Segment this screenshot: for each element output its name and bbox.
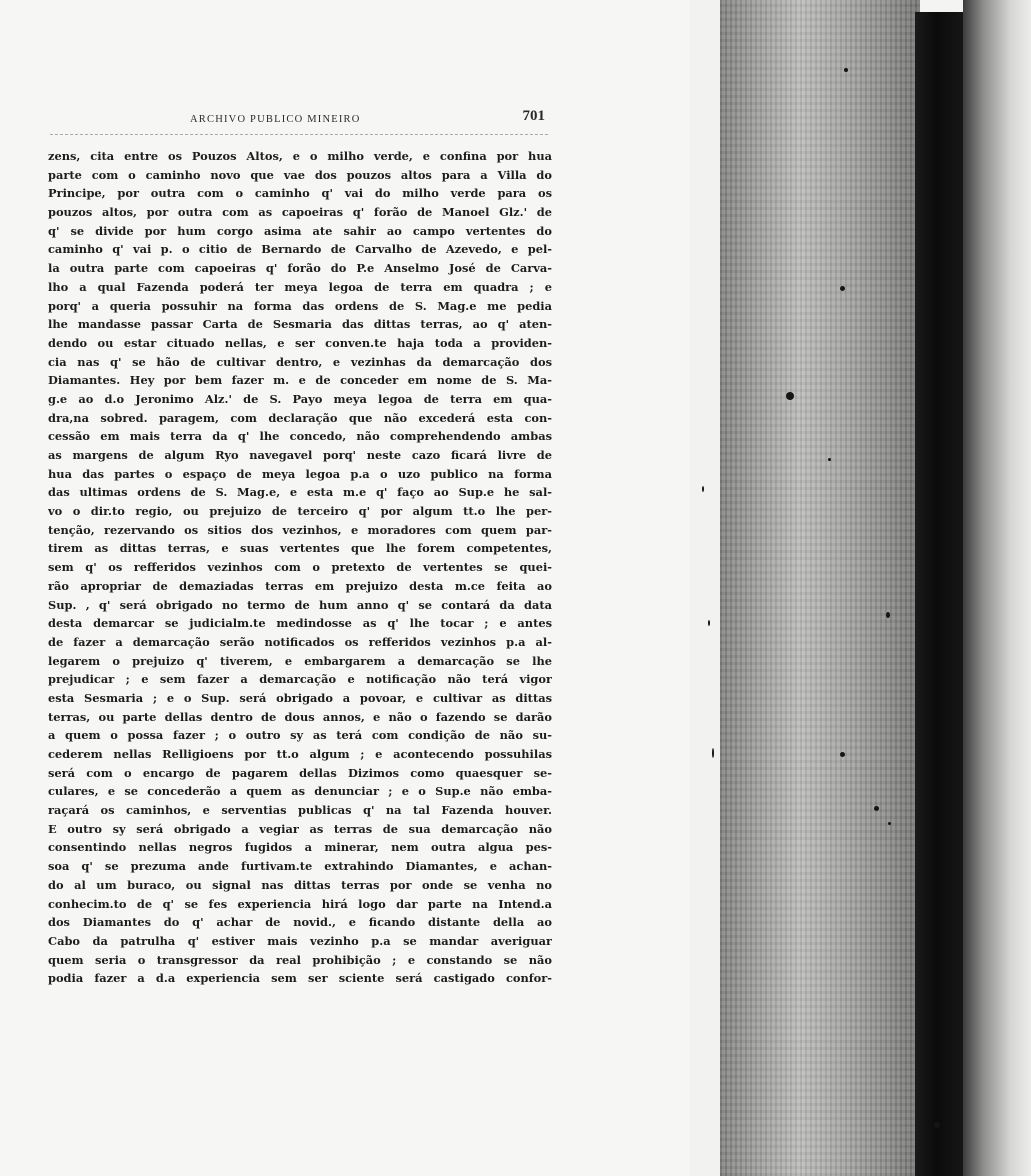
text-line: sem q' os refferidos vezinhos com o pretexto de vertentes se quei- — [48, 560, 552, 575]
scan-speck — [840, 286, 845, 291]
outer-edge — [963, 0, 1031, 1176]
text-line: q' se divide por hum corgo asima ate sahir ao campo vertentes do — [48, 223, 552, 238]
text-line: quem seria o transgressor da real prohibição ; e constando se não — [48, 952, 552, 967]
page-header — [190, 108, 545, 130]
text-line: de fazer a demarcação serão notificados os refferidos vezinhos p.a al- — [48, 634, 552, 649]
scan-speck — [786, 392, 794, 400]
scan-speck — [886, 612, 890, 618]
edge-margin — [690, 0, 720, 1176]
book-edge — [690, 0, 1031, 1176]
text-line: cederem nellas Relligioens por tt.o algum ; e acontecendo possuhilas — [48, 747, 552, 761]
text-line: pouzos altos, por outra com as capoeiras q' forão de Manoel Glz.' de — [48, 205, 552, 220]
body-text — [48, 147, 552, 988]
text-line: zens, cita entre os Pouzos Altos, e o milho verde, e confina por hua — [48, 149, 552, 163]
scan-speck — [844, 68, 848, 72]
scan-speck — [708, 620, 710, 626]
text-line: culares, e se concederão a quem as denunciar ; e o Sup.e não emba- — [48, 784, 552, 799]
scan-speck — [874, 806, 879, 811]
text-line: terras, ou parte dellas dentro de dous annos, e não o fazendo se darão — [48, 709, 552, 724]
text-line: dos Diamantes do q' achar de novid., e ficando distante della ao — [48, 915, 552, 930]
text-line: esta Sesmaria ; e o Sup. será obrigado a povoar, e cultivar as dittas — [48, 690, 552, 705]
text-line: hua das partes o espaço de meya legoa p.a o uzo publico na forma — [48, 466, 552, 481]
text-line: desta demarcar se judicialm.te medindosse as q' lhe tocar ; e antes — [48, 616, 552, 631]
text-line: legarem o prejuizo q' tiverem, e embargarem a demarcação se lhe — [48, 653, 552, 668]
text-line: vo o dir.to regio, ou prejuizo de terceiro q' por algum tt.o lhe per- — [48, 504, 552, 519]
text-line: consentindo nellas negros fugidos a minerar, nem outra algua pes- — [48, 840, 552, 855]
text-line: dendo ou estar cituado nellas, e ser conven.te haja toda a providen- — [48, 335, 552, 350]
text-line: será com o encargo de pagarem dellas Dizimos como quaesquer se- — [48, 765, 552, 780]
scan-speck — [888, 822, 891, 825]
text-line: porq' a queria possuhir na forma das ordens de S. Mag.e me pedia — [48, 298, 552, 313]
text-line: cessão em mais terra da q' lhe concedo, não comprehendendo ambas — [48, 429, 552, 444]
scan-speck — [934, 1122, 940, 1128]
text-line: parte com o caminho novo que vae dos pouzos altos para a Villa do — [48, 167, 552, 182]
running-head: ARCHIVO PUBLICO MINEIRO — [190, 114, 361, 125]
text-line: das ultimas ordens de S. Mag.e, e esta m.e q' faço ao Sup.e he sal- — [48, 485, 552, 500]
text-line: Cabo da patrulha q' estiver mais vezinho p.a se mandar averiguar — [48, 933, 552, 948]
text-line: caminho q' vai p. o citio de Bernardo de Carvalho de Azevedo, e pel- — [48, 242, 552, 257]
header-rule — [50, 134, 548, 135]
text-line: lho a qual Fazenda poderá ter meya legoa de terra em quadra ; e — [48, 279, 552, 294]
scan-speck — [712, 748, 714, 758]
scan-speck — [828, 458, 831, 461]
text-line: as margens de algum Ryo navegavel porq' neste cazo ficará livre de — [48, 448, 552, 462]
text-line: podia fazer a d.a experiencia sem ser sciente será castigado confor- — [48, 971, 552, 986]
text-line: E outro sy será obrigado a vegiar as terras de sua demarcação não — [48, 821, 552, 836]
text-line: Sup. , q' será obrigado no termo de hum anno q' se contará da data — [48, 597, 552, 612]
scan-speck — [702, 486, 704, 492]
page-number: 701 — [522, 108, 545, 124]
text-line: la outra parte com capoeiras q' forão do P.e Anselmo José de Carva- — [48, 261, 552, 276]
text-line: soa q' se prezuma ande furtivam.te extrahindo Diamantes, e achan- — [48, 859, 552, 874]
text-line: prejudicar ; e sem fazer a demarcação e notificação não terá vigor — [48, 672, 552, 687]
text-line: dra,na sobred. paragem, com declaração que não excederá esta con- — [48, 410, 552, 425]
text-line: conhecim.to de q' se fes experiencia hirá logo dar parte na Intend.a — [48, 896, 552, 911]
text-line: rão apropriar de demaziadas terras em prejuizo desta m.ce feita ao — [48, 578, 552, 593]
text-line: lhe mandasse passar Carta de Sesmaria das dittas terras, ao q' aten- — [48, 317, 552, 332]
text-line: a quem o possa fazer ; o outro sy as terá com condição de não su- — [48, 728, 552, 743]
text-line: do al um buraco, ou signal nas dittas terras por onde se venha no — [48, 877, 552, 892]
text-line: Diamantes. Hey por bem fazer m. e de conceder em nome de S. Ma- — [48, 373, 552, 388]
scan-speck — [840, 752, 845, 757]
text-line: cia nas q' se hão de cultivar dentro, e vezinhas da demarcação dos — [48, 354, 552, 369]
text-line: Principe, por outra com o caminho q' vai do milho verde para os — [48, 186, 552, 201]
text-line: g.e ao d.o Jeronimo Alz.' de S. Payo meya legoa de terra em qua- — [48, 391, 552, 406]
text-line: raçará os caminhos, e serventias publicas q' na tal Fazenda houver. — [48, 803, 552, 818]
book-spine — [915, 12, 963, 1176]
text-line: tenção, rezervando os sitios dos vezinhos, e moradores com quem par- — [48, 522, 552, 537]
text-line: tirem as dittas terras, e suas vertentes que lhe forem competentes, — [48, 541, 552, 556]
cover-board-edge — [720, 0, 920, 1176]
